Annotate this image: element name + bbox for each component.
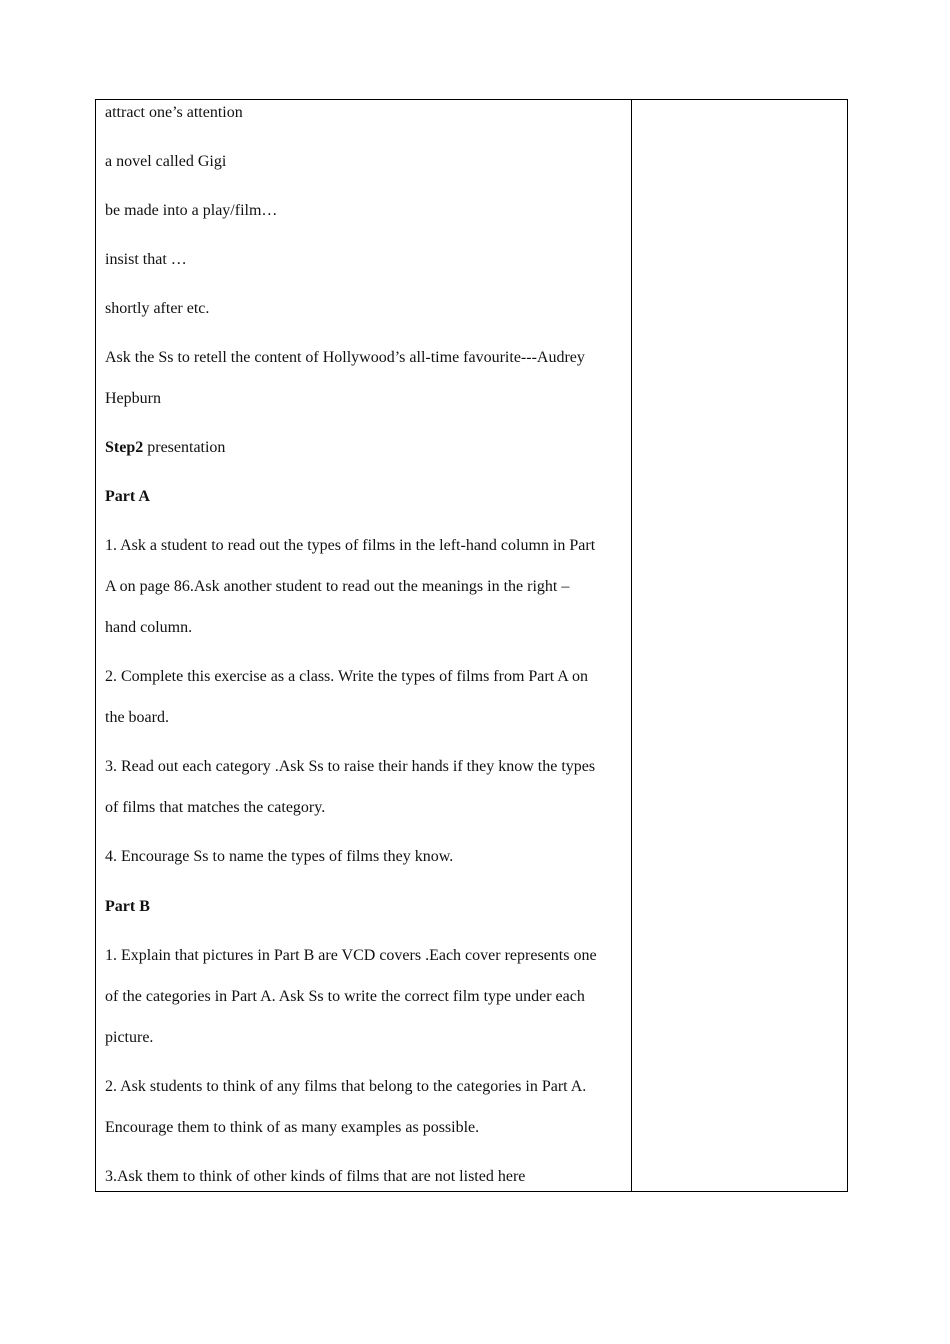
lesson-plan-table (95, 99, 848, 1192)
text-line: Ask the Ss to retell the content of Hollywood’s all-time favourite---Audrey (105, 349, 585, 366)
text-line: 4. Encourage Ss to name the types of films they know. (105, 848, 454, 865)
text-line: A on page 86.Ask another student to read out the meanings in the right – (105, 578, 570, 595)
text-line: hand column. (105, 619, 193, 636)
text-line: insist that … (105, 251, 187, 268)
text-line: picture. (105, 1029, 154, 1046)
text-line: be made into a play/film… (105, 202, 278, 219)
text-line: 1. Ask a student to read out the types of films in the left-hand column in Part (105, 537, 596, 554)
step-heading: Step2 presentation (105, 439, 226, 456)
text-line: the board. (105, 709, 169, 726)
part-b-heading: Part B (105, 898, 150, 915)
text-line: Hepburn (105, 390, 161, 407)
text-line: 3.Ask them to think of other kinds of films that are not listed here (105, 1168, 526, 1185)
notes-cell (632, 100, 847, 1191)
text-line: a novel called Gigi (105, 153, 227, 170)
text-line: 2. Ask students to think of any films that belong to the categories in Part A. (105, 1078, 587, 1095)
text-line: 2. Complete this exercise as a class. Write the types of films from Part A on (105, 668, 588, 685)
text-line: 1. Explain that pictures in Part B are VCD covers .Each cover represents one (105, 947, 597, 964)
text-line: shortly after etc. (105, 300, 210, 317)
procedure-cell (96, 100, 632, 1191)
text-line: Encourage them to think of as many examples as possible. (105, 1119, 480, 1136)
text-line: 3. Read out each category .Ask Ss to raise their hands if they know the types (105, 758, 596, 775)
text-line: of films that matches the category. (105, 799, 326, 816)
text-line: attract one’s attention (105, 104, 243, 121)
text-line: of the categories in Part A. Ask Ss to write the correct film type under each (105, 988, 585, 1005)
part-a-heading: Part A (105, 488, 150, 505)
